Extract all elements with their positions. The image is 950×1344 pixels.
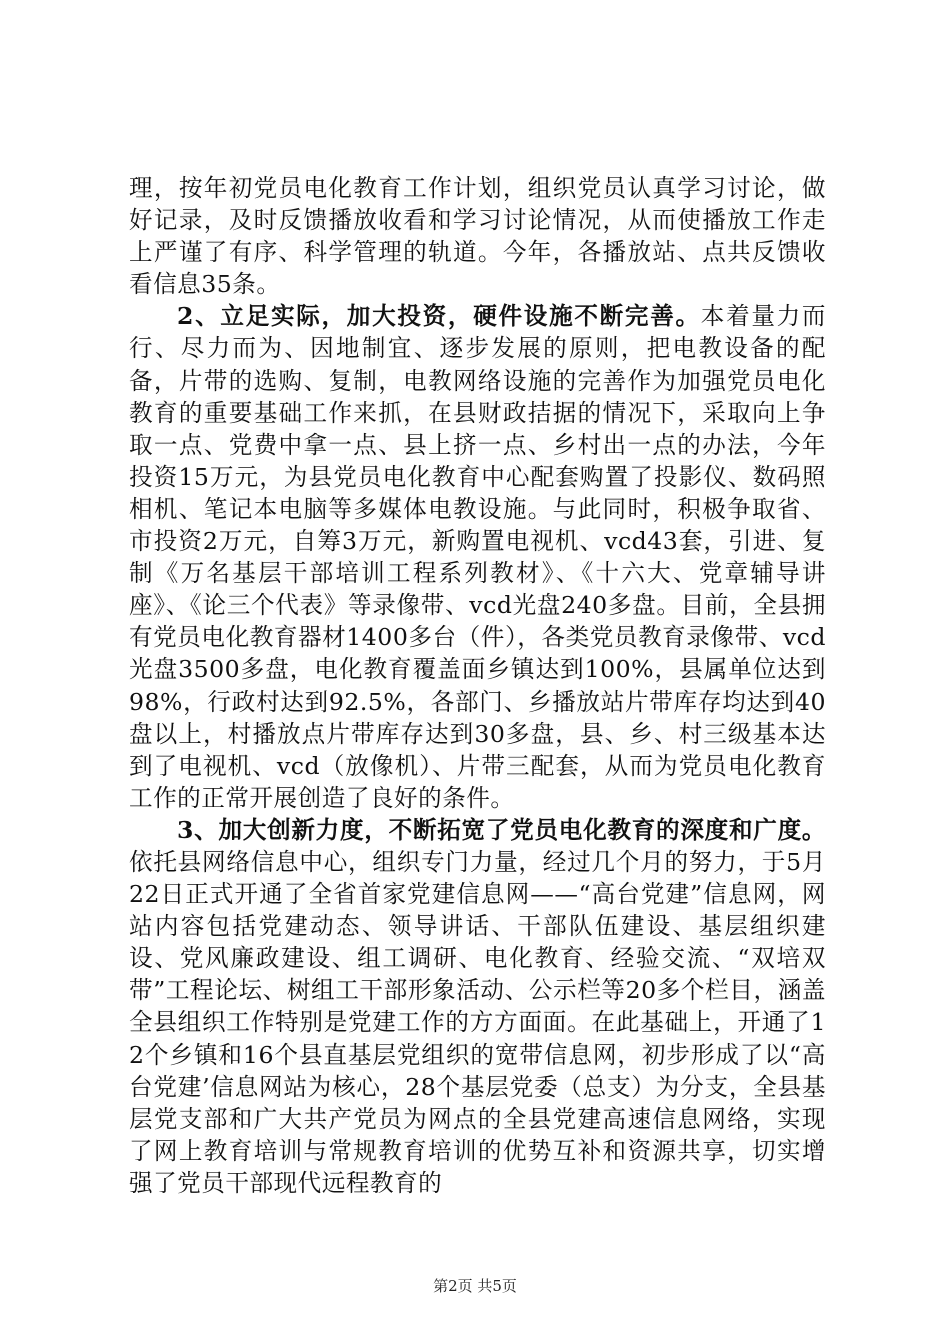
paragraph-1 [129, 172, 826, 300]
paragraph-3 [129, 814, 826, 1199]
paragraph-2-heading: 2、立足实际，加大投资，硬件设施不断完善。 [177, 302, 701, 331]
page-number-footer: 第2页 共5页 [433, 1277, 517, 1295]
paragraph-2-text: 本着量力而行、尽力而为、因地制宜、逐步发展的原则，把电教设备的配备，片带的选购、复制，电教网络设施的完善作为加强党员电化教育的重要基础工作来抓，在县财政拮据的情况下，采取向上争取一点、党费中拿一点、县上挤一点、乡村出一点的办法，今年投资15万元，为县党员电化教育中心配套购置了投影仪、数码照相机、笔记本电脑等多媒体电教设施。与此同时，积极争取省、市投资2万元，自筹3万元，新购置电视机、vcd43套，引进、复制《万名基层干部培训工程系列教材》、《十六大、党章辅导讲座》、《论三个代表》等录像带、vcd光盘240多盘。目前，全县拥有党员电化教育器材1400多台（件），各类党员教育录像带、vcd光盘3500多盘，电化教育覆盖面乡镇达到100%，县属单位达到98%，行政村达到92.5%，各部门、乡播放站片带库存均达到40盘以上，村播放点片带库存达到30多盘，县、乡、村三级基本达到了电视机、vcd（放像机）、片带三配套，从而为党员电化教育工作的正常开展创造了良好的条件。 [129, 302, 827, 812]
document-body [129, 172, 826, 1199]
paragraph-1-text: 理，按年初党员电化教育工作计划，组织党员认真学习讨论，做好记录，及时反馈播放收看和学习讨论情况，从而使播放工作走上严谨了有序、科学管理的轨道。今年，各播放站、点共反馈收看信息35条。 [129, 174, 826, 299]
paragraph-3-heading: 3、加大创新力度，不断拓宽了党员电化教育的深度和广度。 [177, 815, 826, 844]
paragraph-3-text: 依托县网络信息中心，组织专门力量，经过几个月的努力，于5月22日正式开通了全省首家党建信息网——“高台党建”信息网，网站内容包括党建动态、领导讲话、干部队伍建设、基层组织建设、党风廉政建设、组工调研、电化教育、经验交流、“双培双带”工程论坛、树组工干部形象活动、公示栏等20多个栏目，涵盖全县组织工作特别是党建工作的方方面面。在此基础上，开通了12个乡镇和16个县直基层党组织的宽带信息网，初步形成了以“高台党建’信息网站为核心，28个基层党委（总支）为分支，全县基层党支部和广大共产党员为网点的全县党建高速信息网络，实现了网上教育培训与常规教育培训的优势互补和资源共享，切实增强了党员干部现代远程教育的 [129, 847, 826, 1197]
paragraph-2 [129, 300, 826, 814]
